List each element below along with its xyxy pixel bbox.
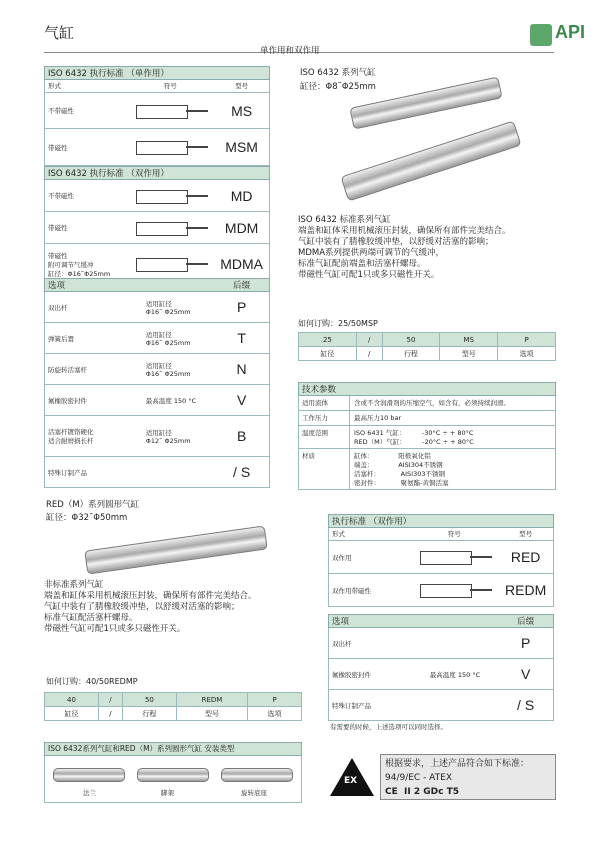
order-value: / — [356, 333, 382, 347]
mount-foot-image — [137, 768, 209, 782]
col-model: 型号 — [235, 82, 249, 90]
option-suffix: P — [520, 635, 531, 651]
mount-label: 旋转底座 — [241, 789, 267, 797]
cylinder-symbol — [126, 101, 214, 121]
desc-line: 带磁性气缸可配1只或多只磁性开关。 — [298, 270, 440, 280]
series-bore: 缸径：Φ8˜Φ25mm — [300, 82, 376, 92]
order-label: 型号 — [176, 707, 247, 721]
option-suffix: N — [236, 361, 247, 377]
col-symbol: 符号 — [447, 530, 461, 538]
desc-line: 端盖和缸体采用机械滚压封装，确保所有部件完美结合。 — [44, 591, 257, 601]
single-header: ISO 6432 执行标准 （单作用） — [44, 66, 270, 80]
option-suffix: P — [236, 299, 247, 315]
options-note: 有需要的时候，上述选项可以同时选择。 — [330, 723, 447, 731]
col-option: 选项 — [332, 617, 350, 627]
option-row — [44, 457, 270, 488]
tech-row — [298, 396, 556, 411]
col-suffix: 后缀 — [517, 617, 535, 627]
ce-mark: CE — [385, 787, 398, 797]
mount-flange-image — [53, 768, 125, 782]
col-option: 选项 — [48, 281, 66, 291]
tech-value: 含或不含润滑剂的压缩空气，如含有，必须持续润滑。 — [354, 399, 510, 407]
option-note: 最高温度 150 °C — [145, 396, 197, 405]
api-logo — [530, 24, 552, 46]
model-mdma: MDMA — [220, 256, 264, 272]
ex-label: EX — [344, 776, 358, 786]
option-name: 特殊订制产品 — [48, 468, 87, 477]
option-name: 双出杆 — [332, 639, 352, 648]
option-note: 最高温度 150 °C — [429, 670, 481, 679]
atex-line2: 94/9/EC - ATEX — [385, 773, 452, 783]
row-form: 带磁性 附可调节气缓冲 缸径：Φ16˜Φ25mm — [48, 251, 111, 278]
desc-line: 气缸中装有了腈橡胶缓冲垫，以舒缓对活塞的影响； — [44, 602, 240, 612]
mount-header: ISO 6432系列气缸和RED（M）系列圆形气缸 安装类型 — [44, 742, 302, 756]
atex-line1: 根据要求，上述产品符合如下标准： — [385, 759, 530, 769]
tech-value: 最高压力10 bar — [354, 414, 402, 422]
cylinder-symbol — [126, 218, 214, 238]
desc-line: 端盖和缸体采用机械滚压封装，确保所有部件完美结合。 — [298, 226, 511, 236]
option-row — [44, 416, 270, 457]
row-form: 不带磁性 — [48, 192, 74, 200]
tech-key: 温度范围 — [299, 426, 350, 448]
logo-text: API — [555, 22, 586, 42]
atex-line3: II 2 GDc T5 — [404, 787, 460, 797]
tech-header: 技术参数 — [298, 382, 556, 396]
tech-row — [298, 449, 556, 490]
series-description — [298, 215, 558, 281]
order-value: 50 — [122, 693, 176, 707]
col-form: 形式 — [48, 82, 61, 90]
order-label: 缸径 — [45, 707, 99, 721]
series-title: ISO 6432 系列气缸 — [300, 68, 376, 78]
model-md: MD — [230, 187, 253, 204]
cylinder-symbol — [126, 137, 214, 157]
option-note: 适用缸径 Φ12˜ Φ25mm — [145, 428, 191, 445]
option-suffix: V — [520, 666, 531, 682]
order-table — [298, 332, 556, 361]
row-form: 双作用带磁性 — [332, 586, 371, 595]
option-row — [328, 628, 554, 659]
col-suffix: 后缀 — [233, 281, 251, 291]
tech-key: 适用流体 — [299, 396, 350, 410]
order-value: P — [498, 333, 556, 347]
option-suffix: / S — [517, 697, 535, 713]
option-name: 活塞杆镀铬硬化 适合耐磨损长杆 — [48, 428, 94, 445]
order-label: 行程 — [122, 707, 176, 721]
option-row — [44, 292, 270, 323]
order-label: / — [98, 707, 122, 721]
cylinder-image — [340, 121, 521, 202]
mount-label: 法兰 — [83, 789, 96, 797]
mount-label: 脚架 — [161, 789, 174, 797]
option-suffix: V — [236, 392, 247, 408]
red-title: RED（M）系列圆形气缸 — [46, 500, 140, 510]
option-note: 适用缸径 Φ16˜ Φ25mm — [145, 299, 191, 316]
option-row — [328, 690, 554, 721]
desc-line: 带磁性气缸可配1只或多只磁性开关。 — [44, 624, 186, 634]
order-value: 25 — [299, 333, 357, 347]
tech-key: 工作压力 — [299, 411, 350, 425]
cylinder-symbol — [410, 580, 498, 600]
option-name: 双出杆 — [48, 303, 68, 312]
option-note: 适用缸径 Φ16˜ Φ25mm — [145, 361, 191, 378]
model-redm: REDM — [505, 582, 547, 598]
option-row — [44, 385, 270, 416]
desc-line: ISO 6432 标准系列气缸 — [298, 215, 391, 225]
order-value: REDM — [176, 693, 247, 707]
order-label: 选项 — [248, 707, 302, 721]
col-symbol: 符号 — [163, 82, 177, 90]
option-name: 防旋转活塞杆 — [48, 365, 87, 374]
cylinder-symbol — [410, 547, 498, 567]
row-form: 双作用 — [332, 553, 352, 562]
row-form: 带磁性 — [48, 224, 68, 232]
option-name: 特殊订制产品 — [332, 701, 371, 710]
option-suffix: T — [237, 330, 246, 346]
order2-title: 如何订购：40/50REDMP — [46, 677, 138, 686]
col-model: 型号 — [519, 530, 533, 538]
row-form: 不带磁性 — [48, 107, 74, 115]
desc-line: MDMA系列提供两端可调节的气缓冲， — [298, 248, 445, 258]
order-title: 如何订购：25/50MSP — [298, 319, 378, 328]
tech-key: 材质 — [299, 449, 350, 489]
order-value: MS — [440, 333, 498, 347]
desc-line: 标准气缸配活塞杆螺母。 — [44, 613, 138, 623]
desc-line: 气缸中装有了腈橡胶缓冲垫，以舒缓对活塞的影响； — [298, 237, 494, 247]
option-note: 适用缸径 Φ16˜ Φ25mm — [145, 330, 191, 347]
model-ms: MS — [231, 102, 253, 119]
cylinder-symbol — [126, 186, 214, 206]
double2-header: 执行标准 （双作用） — [328, 514, 554, 528]
red-cylinder-image — [84, 525, 268, 574]
model-mdm: MDM — [224, 219, 259, 236]
option-row — [328, 659, 554, 690]
order-label: 型号 — [440, 347, 498, 361]
option-suffix: / S — [233, 464, 251, 480]
tech-value: ISO 6431 气缸： -30°C ÷ + 80°C RED（M）气缸： -20°C ÷ + 80°C — [354, 429, 474, 446]
red-bore: 缸径：Φ32˜Φ50mm — [46, 513, 128, 523]
cylinder-symbol — [126, 254, 214, 274]
tech-row — [298, 411, 556, 426]
mount-pivot-image — [221, 768, 293, 782]
option-row — [44, 354, 270, 385]
order-label: / — [356, 347, 382, 361]
order-label: 行程 — [382, 347, 440, 361]
option-name: 弹簧后置 — [48, 334, 74, 343]
option-name: 氟橡胶密封件 — [48, 396, 87, 405]
order-label: 选项 — [498, 347, 556, 361]
page-title: 气缸 — [44, 24, 75, 42]
option-suffix: B — [236, 428, 247, 444]
order-value: / — [98, 693, 122, 707]
tech-value: 缸体： 阳极氧化铝 端盖： AISI304不锈钢 活塞杆： AISI303不锈钢 密封件： 聚氨酯-黄铜活塞 — [354, 452, 449, 487]
subtitle: 单作用和双作用 — [260, 46, 320, 56]
option-row — [44, 323, 270, 354]
order2-table — [44, 692, 302, 721]
order-label: 缸径 — [299, 347, 357, 361]
option-name: 氟橡胶密封件 — [332, 670, 371, 679]
desc-line: 非标准系列气缸 — [44, 580, 104, 590]
double-header: ISO 6432 执行标准 （双作用） — [44, 166, 270, 180]
row-form: 带磁性 — [48, 143, 68, 152]
tech-row — [298, 426, 556, 449]
order-value: P — [248, 693, 302, 707]
order-value: 50 — [382, 333, 440, 347]
order-value: 40 — [45, 693, 99, 707]
col-form: 形式 — [332, 530, 345, 538]
model-red: RED — [510, 549, 541, 565]
model-msm: MSM — [225, 139, 258, 155]
desc-line: 标准气缸配前端盖和活塞杆螺母。 — [298, 259, 426, 269]
red-description — [44, 580, 304, 635]
